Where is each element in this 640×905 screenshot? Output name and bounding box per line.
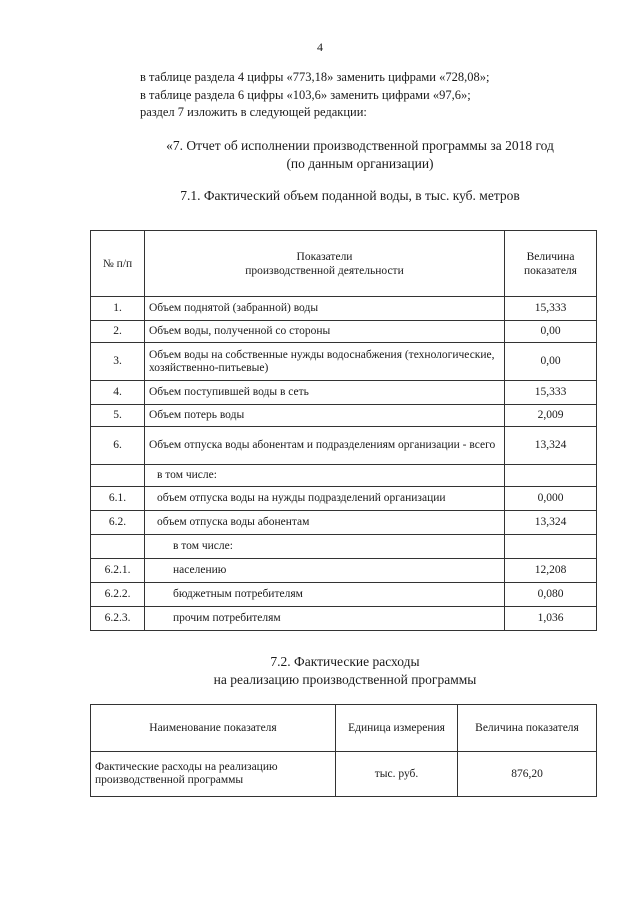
header-indicator-line: Показатели xyxy=(296,250,353,263)
row-num: 6.1. xyxy=(91,487,145,511)
row-value: 13,324 xyxy=(505,427,597,465)
row-value: 15,333 xyxy=(505,381,597,405)
row-name: объем отпуска воды абонентам xyxy=(145,511,505,535)
row-num: 6.2.3. xyxy=(91,607,145,631)
row-name: бюджетным потребителям xyxy=(145,583,505,607)
section-7-2-heading xyxy=(25,653,640,689)
header-num: № п/п xyxy=(91,231,145,297)
table-row xyxy=(91,405,597,427)
table-row xyxy=(91,381,597,405)
row-num: 6.2.2. xyxy=(91,583,145,607)
row-num xyxy=(91,535,145,559)
section-7-2-title: 7.2. Фактические расходы xyxy=(270,654,420,669)
intro-line: раздел 7 изложить в следующей редакции: xyxy=(140,105,367,119)
row-num: 1. xyxy=(91,297,145,321)
row-value: 1,036 xyxy=(505,607,597,631)
header-value-line: Величина xyxy=(526,250,575,263)
section-7-2-subtitle: на реализацию производственной программы xyxy=(213,672,477,687)
table-row xyxy=(91,535,597,559)
row-value xyxy=(505,535,597,559)
table-row xyxy=(91,427,597,465)
table-row xyxy=(91,752,597,797)
header-name: Наименование показателя xyxy=(91,705,336,752)
header-value-line: показателя xyxy=(524,264,577,277)
row-name: в том числе: xyxy=(145,465,505,487)
water-volume-table xyxy=(90,230,597,631)
section-7-subtitle: (по данным организации) xyxy=(286,156,434,171)
table-row xyxy=(91,559,597,583)
table-row xyxy=(91,583,597,607)
row-name: прочим потребителям xyxy=(145,607,505,631)
row-value: 0,00 xyxy=(505,321,597,343)
row-value xyxy=(505,465,597,487)
row-value: 12,208 xyxy=(505,559,597,583)
row-name: населению xyxy=(145,559,505,583)
table-row xyxy=(91,343,597,381)
section-7-heading xyxy=(40,137,640,173)
row-num: 4. xyxy=(91,381,145,405)
section-7-title: «7. Отчет об исполнении производственной программы за 2018 год xyxy=(166,138,554,153)
row-name: Объем потерь воды xyxy=(145,405,505,427)
header-value: Величина показателя xyxy=(458,705,597,752)
row-name: объем отпуска воды на нужды подразделений организации xyxy=(145,487,505,511)
table-row xyxy=(91,607,597,631)
row-name: Объем поднятой (забранной) воды xyxy=(145,297,505,321)
header-indicator xyxy=(145,231,505,297)
header-value xyxy=(505,231,597,297)
header-unit: Единица измерения xyxy=(336,705,458,752)
row-num: 6.2.1. xyxy=(91,559,145,583)
header-indicator-line: производственной деятельности xyxy=(245,264,404,277)
row-unit: тыс. руб. xyxy=(336,752,458,797)
table-row xyxy=(91,487,597,511)
row-value: 0,000 xyxy=(505,487,597,511)
table-row xyxy=(91,297,597,321)
row-value: 15,333 xyxy=(505,297,597,321)
intro-line: в таблице раздела 4 цифры «773,18» заменить цифрами «728,08»; xyxy=(140,70,490,84)
row-value: 2,009 xyxy=(505,405,597,427)
intro-text xyxy=(140,69,489,122)
table-row xyxy=(91,465,597,487)
page-number: 4 xyxy=(317,40,323,54)
row-name: Фактические расходы на реализацию производственной программы xyxy=(91,752,336,797)
row-value: 13,324 xyxy=(505,511,597,535)
row-name: Объем отпуска воды абонентам и подразделениям организации - всего xyxy=(145,427,505,465)
row-num xyxy=(91,465,145,487)
row-num: 3. xyxy=(91,343,145,381)
table-header-row xyxy=(91,705,597,752)
row-value: 876,20 xyxy=(458,752,597,797)
row-num: 5. xyxy=(91,405,145,427)
row-value: 0,00 xyxy=(505,343,597,381)
row-value: 0,080 xyxy=(505,583,597,607)
table-header-row xyxy=(91,231,597,297)
section-7-1-title: 7.1. Фактический объем поданной воды, в тыс. куб. метров xyxy=(180,188,520,203)
section-7-1-heading xyxy=(30,187,640,205)
table-row xyxy=(91,321,597,343)
row-name: в том числе: xyxy=(145,535,505,559)
row-name: Объем воды на собственные нужды водоснабжения (технологические, хозяйственно-питьевые) xyxy=(145,343,505,381)
intro-line: в таблице раздела 6 цифры «103,6» заменить цифрами «97,6»; xyxy=(140,87,471,102)
expenses-table xyxy=(90,704,597,797)
row-name: Объем воды, полученной со стороны xyxy=(145,321,505,343)
row-name: Объем поступившей воды в сеть xyxy=(145,381,505,405)
table-row xyxy=(91,511,597,535)
row-num: 2. xyxy=(91,321,145,343)
row-num: 6. xyxy=(91,427,145,465)
row-num: 6.2. xyxy=(91,511,145,535)
